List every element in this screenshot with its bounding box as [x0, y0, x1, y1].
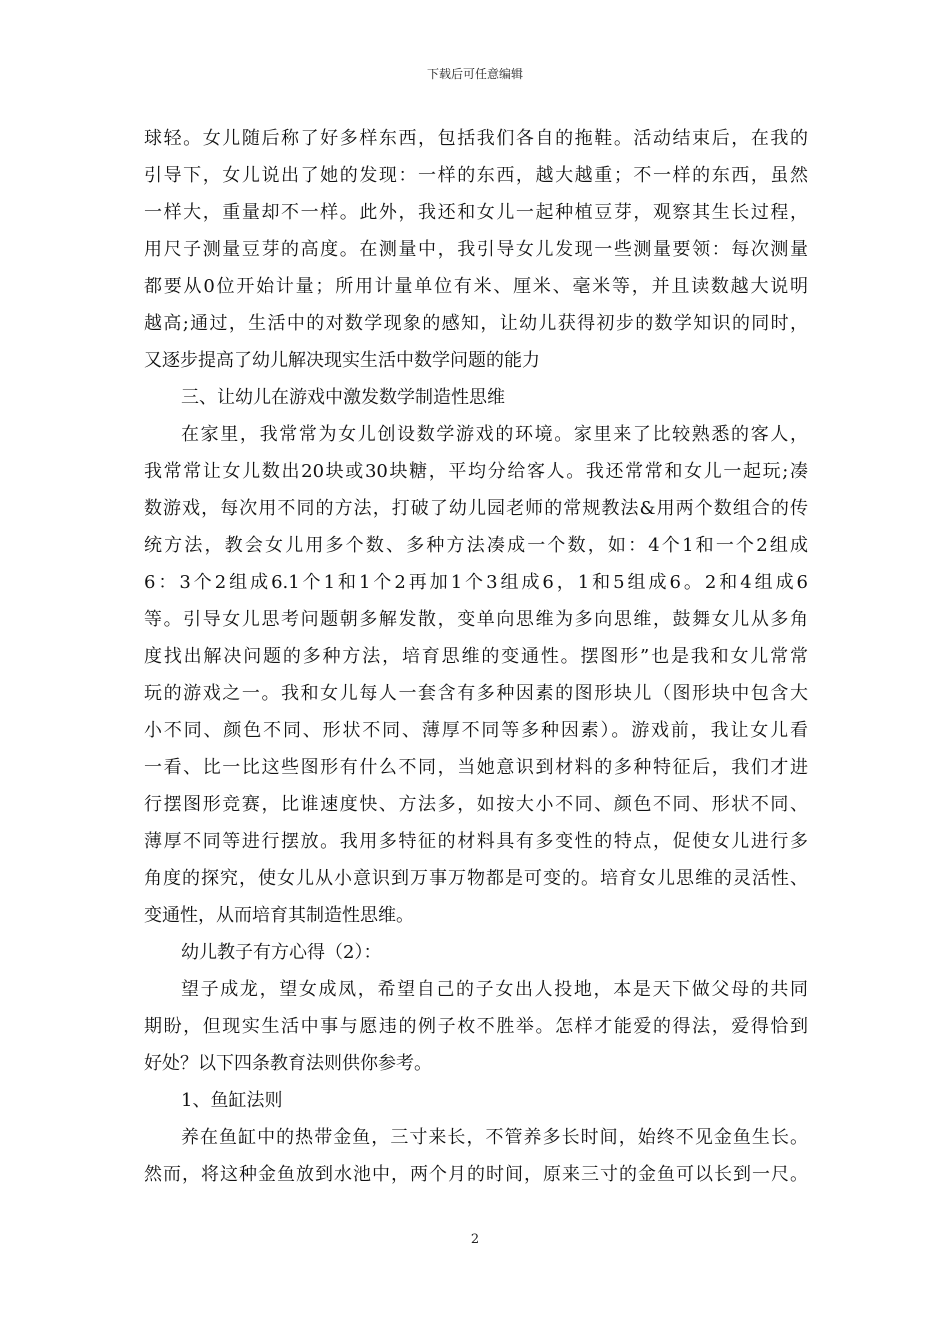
- text-line: 幼儿教子有方心得（2）：: [181, 942, 382, 963]
- text-line: 统方法，教会女儿用多个数、多种方法凑成一个数，如：4个1和一个2组成: [144, 535, 808, 556]
- text-line: 然而，将这种金鱼放到水池中，两个月的时间，原来三寸的金鱼可以长到一尺。: [144, 1164, 808, 1185]
- text-line: 越高;通过，生活中的对数学现象的感知，让幼儿获得初步的数学知识的同时，: [144, 313, 808, 334]
- text-line: 一样大，重量却不一样。此外，我还和女儿一起种植豆芽，观察其生长过程，: [144, 202, 808, 223]
- text-line: 薄厚不同等进行摆放。我用多特征的材料具有多变性的特点，促使女儿进行多: [144, 831, 808, 852]
- text-line: 三、让幼儿在游戏中激发数学制造性思维: [181, 387, 505, 408]
- text-line: 用尺子测量豆芽的高度。在测量中，我引导女儿发现一些测量要领：每次测量: [144, 239, 808, 260]
- text-line: 引导下，女儿说出了她的发现：一样的东西，越大越重；不一样的东西，虽然: [144, 165, 808, 186]
- text-line: 都要从0位开始计量；所用计量单位有米、厘米、毫米等，并且读数越大说明: [144, 276, 808, 297]
- text-line: 等。引导女儿思考问题朝多解发散，变单向思维为多向思维，鼓舞女儿从多角: [144, 609, 808, 630]
- page-number: 2: [470, 1232, 480, 1247]
- text-line: 度找出解决问题的多种方法，培育思维的变通性。摆图形”也是我和女儿常常: [144, 646, 808, 667]
- text-line: 期盼，但现实生活中事与愿违的例子枚不胜举。怎样才能爱的得法，爱得恰到: [144, 1016, 808, 1037]
- document-body: [144, 120, 808, 1193]
- text-line: 1、鱼缸法则: [181, 1090, 283, 1111]
- text-line: 6：3个2组成6.1个1和1个2再加1个3组成6，1和5组成6。2和4组成6: [144, 572, 808, 593]
- text-line: 变通性，从而培育其制造性思维。: [144, 905, 414, 926]
- page-header: 下载后可任意编辑: [426, 67, 523, 81]
- text-line: 数游戏，每次用不同的方法，打破了幼儿园老师的常规教法&用两个数组合的传: [144, 498, 808, 519]
- text-line: 望子成龙，望女成凤，希望自己的子女出人投地，本是天下做父母的共同: [181, 979, 808, 1000]
- text-line: 一看、比一比这些图形有什么不同，当她意识到材料的多种特征后，我们才进: [144, 757, 808, 778]
- text-line: 在家里，我常常为女儿创设数学游戏的环境。家里来了比较熟悉的客人，: [181, 424, 808, 445]
- text-line: 又逐步提高了幼儿解决现实生活中数学问题的能力: [144, 350, 540, 371]
- text-line: 行摆图形竞赛，比谁速度快、方法多，如按大小不同、颜色不同、形状不同、: [144, 794, 808, 815]
- text-line: 角度的探究，使女儿从小意识到万事万物都是可变的。培育女儿思维的灵活性、: [144, 868, 808, 889]
- text-line: 球轻。女儿随后称了好多样东西，包括我们各自的拖鞋。活动结束后，在我的: [144, 128, 808, 149]
- text-line: 好处？以下四条教育法则供你参考。: [144, 1053, 432, 1074]
- text-line: 我常常让女儿数出20块或30块糖，平均分给客人。我还常常和女儿一起玩;凑: [144, 461, 808, 482]
- text-line: 玩的游戏之一。我和女儿每人一套含有多种因素的图形块儿（图形块中包含大: [144, 683, 808, 704]
- text-line: 养在鱼缸中的热带金鱼，三寸来长，不管养多长时间，始终不见金鱼生长。: [181, 1127, 808, 1148]
- text-line: 小不同、颜色不同、形状不同、薄厚不同等多种因素）。游戏前，我让女儿看: [144, 720, 808, 741]
